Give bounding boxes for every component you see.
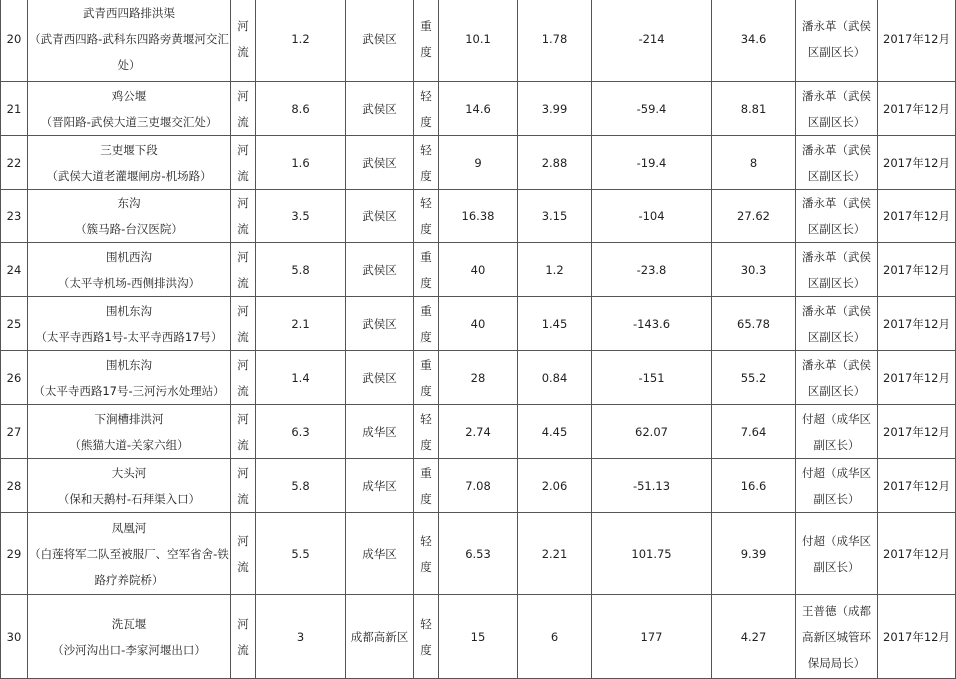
length-km: 3.5 — [256, 190, 346, 243]
river-name — [28, 190, 231, 243]
metric-2: 1.45 — [518, 297, 592, 351]
pollution-level — [414, 82, 439, 136]
pollution-level — [414, 405, 439, 459]
length-km: 5.8 — [256, 459, 346, 513]
metric-3: -151 — [592, 351, 712, 405]
water-type-line: 流 — [237, 383, 249, 398]
pollution-level-line: 度 — [420, 383, 432, 398]
metric-3: -51.13 — [592, 459, 712, 513]
responsible-leader-line: 高新区城管环 — [802, 629, 871, 644]
responsible-leader-line: 区副区长） — [807, 383, 866, 398]
water-type-line: 流 — [237, 559, 249, 574]
metric-2: 6 — [518, 595, 592, 679]
pollution-level — [414, 190, 439, 243]
river-name-line: 路疗养院桥） — [94, 572, 164, 587]
pollution-level-line: 轻 — [420, 88, 432, 103]
water-type — [231, 0, 256, 82]
water-type-line: 流 — [237, 642, 249, 657]
water-type — [231, 190, 256, 243]
river-name-line: （保和天鹅村-石拜渠入口） — [57, 491, 201, 506]
metric-4: 27.62 — [712, 190, 796, 243]
river-name-line: 鸡公堰 — [111, 88, 147, 103]
river-name-line: 武青西四路排洪渠 — [83, 5, 175, 20]
row-number: 25 — [1, 297, 28, 351]
water-type-line: 流 — [237, 275, 249, 290]
deadline: 2017年12月 — [878, 190, 956, 243]
responsible-leader-line: 付超（成华区 — [802, 411, 871, 426]
responsible-leader-line: 潘永革（武侯 — [802, 18, 871, 33]
row-number: 26 — [1, 351, 28, 405]
responsible-leader-line: 付超（成华区 — [802, 533, 871, 548]
table-row — [1, 351, 956, 405]
river-name-line: 下涧槽排洪河 — [94, 411, 164, 426]
metric-1: 40 — [439, 243, 518, 297]
length-km: 6.3 — [256, 405, 346, 459]
metric-2: 4.45 — [518, 405, 592, 459]
table-row — [1, 82, 956, 136]
responsible-leader-line: 副区长） — [813, 491, 860, 506]
water-type-line: 河 — [237, 357, 249, 372]
district: 武侯区 — [346, 82, 414, 136]
length-km: 5.5 — [256, 513, 346, 595]
table-row — [1, 405, 956, 459]
pollution-level-line: 轻 — [420, 411, 432, 426]
table-row — [1, 190, 956, 243]
table-row — [1, 297, 956, 351]
water-type — [231, 459, 256, 513]
metric-1: 28 — [439, 351, 518, 405]
river-name-line: （太平寺机场-西侧排洪沟） — [57, 275, 201, 290]
responsible-leader-line: 区副区长） — [807, 44, 866, 59]
water-type-line: 河 — [237, 18, 249, 33]
responsible-leader-line: 区副区长） — [807, 275, 866, 290]
metric-3: 62.07 — [592, 405, 712, 459]
length-km: 3 — [256, 595, 346, 679]
row-number: 20 — [1, 0, 28, 82]
metric-1: 7.08 — [439, 459, 518, 513]
responsible-leader-line: 保局局长） — [807, 655, 866, 670]
river-name-line: （簇马路-台汉医院） — [75, 222, 183, 236]
water-type-line: 流 — [237, 491, 249, 506]
metric-4: 30.3 — [712, 243, 796, 297]
responsible-leader — [796, 243, 878, 297]
pollution-level — [414, 459, 439, 513]
deadline: 2017年12月 — [878, 136, 956, 190]
district: 成都高新区 — [346, 595, 414, 679]
deadline: 2017年12月 — [878, 0, 956, 82]
pollution-level-line: 度 — [420, 222, 432, 236]
responsible-leader — [796, 136, 878, 190]
responsible-leader-line: 副区长） — [813, 559, 860, 574]
metric-2: 0.84 — [518, 351, 592, 405]
water-type — [231, 513, 256, 595]
water-type — [231, 351, 256, 405]
pollution-level-line: 重 — [420, 249, 432, 264]
pollution-level — [414, 243, 439, 297]
metric-2: 3.99 — [518, 82, 592, 136]
river-name-line: 处） — [117, 57, 141, 72]
deadline: 2017年12月 — [878, 297, 956, 351]
responsible-leader-line: 潘永革（武侯 — [802, 303, 871, 318]
water-type — [231, 297, 256, 351]
metric-4: 8.81 — [712, 82, 796, 136]
water-type-line: 流 — [237, 44, 249, 59]
river-name — [28, 82, 231, 136]
water-type-line: 河 — [237, 533, 249, 548]
deadline: 2017年12月 — [878, 405, 956, 459]
water-type — [231, 405, 256, 459]
river-name-line: （武侯大道老灌堰闸房-机场路） — [46, 168, 212, 183]
deadline: 2017年12月 — [878, 351, 956, 405]
responsible-leader — [796, 297, 878, 351]
pollution-level-line: 重 — [420, 357, 432, 372]
deadline: 2017年12月 — [878, 82, 956, 136]
river-name-line: （沙河沟出口-李家河堰出口） — [52, 642, 206, 657]
pollution-level-line: 轻 — [420, 533, 432, 548]
water-type-line: 河 — [237, 196, 249, 210]
responsible-leader-line: 潘永革（武侯 — [802, 88, 871, 103]
metric-3: -143.6 — [592, 297, 712, 351]
district: 武侯区 — [346, 0, 414, 82]
responsible-leader — [796, 595, 878, 679]
river-name-line: （熊猫大道-关家六组） — [69, 437, 189, 452]
pollution-level-line: 轻 — [420, 196, 432, 210]
metric-3: -214 — [592, 0, 712, 82]
water-type-line: 流 — [237, 437, 249, 452]
metric-4: 34.6 — [712, 0, 796, 82]
district: 武侯区 — [346, 243, 414, 297]
row-number: 23 — [1, 190, 28, 243]
metric-2: 3.15 — [518, 190, 592, 243]
pollution-level-line: 度 — [420, 559, 432, 574]
responsible-leader — [796, 513, 878, 595]
table-row — [1, 0, 956, 82]
district: 武侯区 — [346, 136, 414, 190]
pollution-level-line: 轻 — [420, 616, 432, 631]
river-name — [28, 595, 231, 679]
responsible-leader — [796, 351, 878, 405]
water-type-line: 河 — [237, 411, 249, 426]
length-km: 2.1 — [256, 297, 346, 351]
river-name — [28, 297, 231, 351]
metric-4: 4.27 — [712, 595, 796, 679]
row-number: 21 — [1, 82, 28, 136]
pollution-level-line: 重 — [420, 465, 432, 480]
river-name — [28, 459, 231, 513]
metric-4: 55.2 — [712, 351, 796, 405]
river-name-line: 大头河 — [111, 465, 147, 480]
row-number: 27 — [1, 405, 28, 459]
district: 成华区 — [346, 459, 414, 513]
responsible-leader-line: 王普德（成都 — [802, 603, 871, 618]
row-number: 28 — [1, 459, 28, 513]
responsible-leader-line: 副区长） — [813, 437, 860, 452]
pollution-level — [414, 136, 439, 190]
pollution-level-line: 度 — [420, 168, 432, 183]
metric-1: 14.6 — [439, 82, 518, 136]
deadline: 2017年12月 — [878, 513, 956, 595]
responsible-leader-line: 区副区长） — [807, 168, 866, 183]
river-name-line: （武青西四路-武科东四路旁黄堰河交汇 — [29, 31, 229, 46]
metric-1: 10.1 — [439, 0, 518, 82]
pollution-level-line: 度 — [420, 491, 432, 506]
responsible-leader-line: 付超（成华区 — [802, 465, 871, 480]
metric-4: 16.6 — [712, 459, 796, 513]
pollution-level-line: 重 — [420, 18, 432, 33]
river-name — [28, 513, 231, 595]
water-type-line: 河 — [237, 249, 249, 264]
pollution-level-line: 度 — [420, 437, 432, 452]
river-name-line: 三吏堰下段 — [100, 142, 158, 157]
pollution-level-line: 度 — [420, 114, 432, 129]
pollution-level-line: 度 — [420, 329, 432, 344]
water-type-line: 流 — [237, 168, 249, 183]
pollution-level-line: 轻 — [420, 142, 432, 157]
deadline: 2017年12月 — [878, 459, 956, 513]
responsible-leader-line: 区副区长） — [807, 222, 866, 236]
water-type-line: 河 — [237, 465, 249, 480]
district: 成华区 — [346, 513, 414, 595]
length-km: 8.6 — [256, 82, 346, 136]
pollution-level — [414, 351, 439, 405]
water-type-line: 河 — [237, 142, 249, 157]
pollution-level — [414, 595, 439, 679]
river-name-line: 东沟 — [117, 196, 141, 210]
river-name-line: （太平寺西路1号-太平寺西路17号） — [35, 329, 223, 344]
metric-1: 40 — [439, 297, 518, 351]
metric-3: 177 — [592, 595, 712, 679]
metric-1: 6.53 — [439, 513, 518, 595]
length-km: 5.8 — [256, 243, 346, 297]
district: 武侯区 — [346, 297, 414, 351]
responsible-leader — [796, 405, 878, 459]
river-name-line: （太平寺西路17号-三河污水处理站） — [33, 383, 225, 398]
river-name — [28, 136, 231, 190]
river-name — [28, 0, 231, 82]
length-km: 1.2 — [256, 0, 346, 82]
table-row — [1, 595, 956, 679]
water-type-line: 河 — [237, 303, 249, 318]
water-type-line: 流 — [237, 222, 249, 236]
river-name-line: 围机东沟 — [106, 303, 152, 318]
row-number: 30 — [1, 595, 28, 679]
river-name-line: （白莲将军二队至被服厂、空军省舍-铁 — [29, 546, 229, 561]
table-row — [1, 243, 956, 297]
river-name — [28, 405, 231, 459]
river-name — [28, 351, 231, 405]
metric-2: 1.78 — [518, 0, 592, 82]
river-name-line: 洗瓦堰 — [111, 616, 147, 631]
metric-4: 8 — [712, 136, 796, 190]
metric-3: -59.4 — [592, 82, 712, 136]
row-number: 24 — [1, 243, 28, 297]
pollution-level-line: 度 — [420, 275, 432, 290]
water-type-line: 河 — [237, 616, 249, 631]
responsible-leader — [796, 190, 878, 243]
responsible-leader-line: 区副区长） — [807, 329, 866, 344]
metric-4: 9.39 — [712, 513, 796, 595]
water-type — [231, 82, 256, 136]
responsible-leader — [796, 0, 878, 82]
district: 武侯区 — [346, 190, 414, 243]
responsible-leader — [796, 459, 878, 513]
metric-4: 7.64 — [712, 405, 796, 459]
table-row — [1, 513, 956, 595]
pollution-level — [414, 0, 439, 82]
length-km: 1.6 — [256, 136, 346, 190]
metric-2: 2.06 — [518, 459, 592, 513]
metric-2: 2.21 — [518, 513, 592, 595]
responsible-leader-line: 区副区长） — [807, 114, 866, 129]
river-name-line: 凤凰河 — [111, 520, 147, 535]
river-name — [28, 243, 231, 297]
table-row — [1, 459, 956, 513]
deadline: 2017年12月 — [878, 595, 956, 679]
river-name-line: 围机东沟 — [106, 357, 152, 372]
water-type-line: 流 — [237, 329, 249, 344]
metric-3: -104 — [592, 190, 712, 243]
water-type-line: 河 — [237, 88, 249, 103]
pollution-level-line: 度 — [420, 44, 432, 59]
district: 成华区 — [346, 405, 414, 459]
row-number: 22 — [1, 136, 28, 190]
metric-1: 16.38 — [439, 190, 518, 243]
responsible-leader-line: 潘永革（武侯 — [802, 142, 871, 157]
water-type-line: 流 — [237, 114, 249, 129]
responsible-leader-line: 潘永革（武侯 — [802, 249, 871, 264]
metric-3: -23.8 — [592, 243, 712, 297]
responsible-leader-line: 潘永革（武侯 — [802, 196, 871, 210]
pollution-level — [414, 297, 439, 351]
metric-3: 101.75 — [592, 513, 712, 595]
row-number: 29 — [1, 513, 28, 595]
metric-2: 1.2 — [518, 243, 592, 297]
river-name-line: 围机西沟 — [106, 249, 152, 264]
water-type — [231, 595, 256, 679]
responsible-leader — [796, 82, 878, 136]
metric-1: 2.74 — [439, 405, 518, 459]
river-name-line: （晋阳路-武侯大道三吏堰交汇处） — [40, 114, 218, 129]
metric-1: 9 — [439, 136, 518, 190]
responsible-leader-line: 潘永革（武侯 — [802, 357, 871, 372]
metric-2: 2.88 — [518, 136, 592, 190]
deadline: 2017年12月 — [878, 243, 956, 297]
water-type — [231, 243, 256, 297]
length-km: 1.4 — [256, 351, 346, 405]
district: 武侯区 — [346, 351, 414, 405]
table-row — [1, 136, 956, 190]
water-type — [231, 136, 256, 190]
pollution-level-line: 度 — [420, 642, 432, 657]
metric-4: 65.78 — [712, 297, 796, 351]
metric-1: 15 — [439, 595, 518, 679]
pollution-level-line: 重 — [420, 303, 432, 318]
metric-3: -19.4 — [592, 136, 712, 190]
pollution-level — [414, 513, 439, 595]
